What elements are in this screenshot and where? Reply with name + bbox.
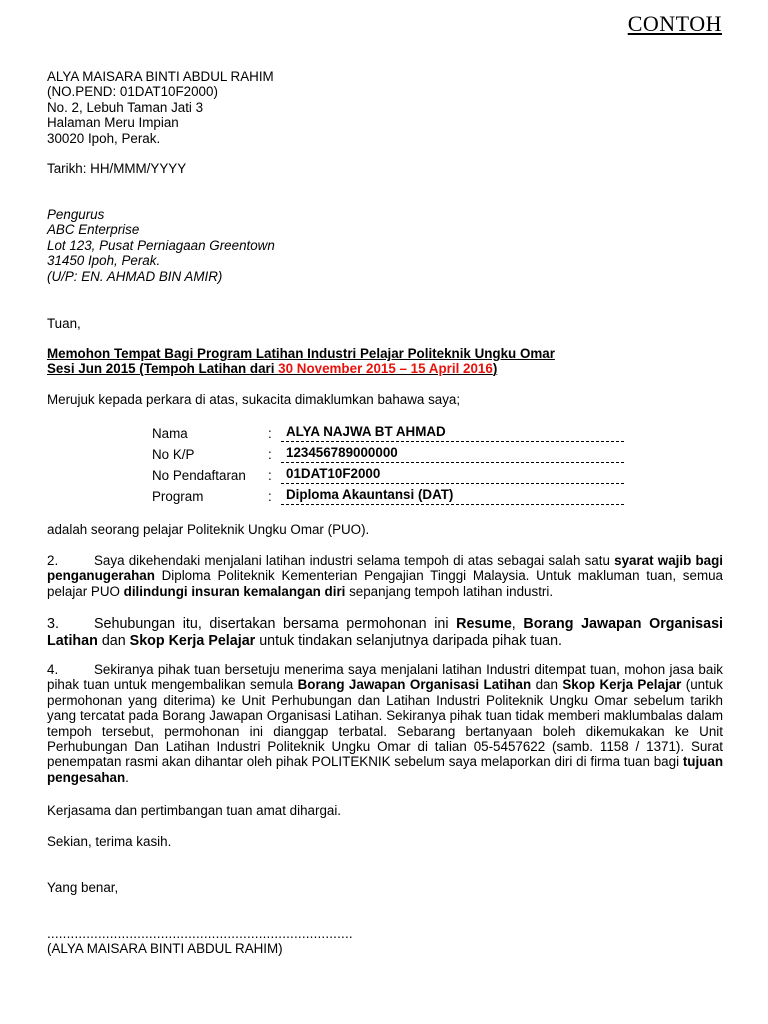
contoh-heading: CONTOH (627, 11, 722, 36)
sender-line: (NO.PEND: 01DAT10F2000) (47, 84, 218, 100)
paragraph-bold: Borang Jawapan Organisasi Latihan (297, 677, 532, 693)
recipient-address (47, 207, 723, 284)
recipient-line: Pengurus (47, 207, 105, 222)
letter-date: Tarikh: HH/MMM/YYYY (47, 161, 187, 176)
detail-value-pendaftaran: 01DAT10F2000 (281, 466, 624, 484)
paragraph-number: 3. (47, 616, 59, 632)
detail-colon: : (268, 489, 272, 504)
paragraph-bold: syarat wajib bagi penganugerahan (47, 553, 723, 584)
detail-row-program (152, 487, 624, 508)
paragraph-bold: Skop Kerja Pelajar (562, 677, 682, 693)
detail-colon: : (268, 468, 272, 483)
paragraph-text: Sehubungan itu, disertakan bersama permohonan ini (94, 616, 457, 632)
closing-text: Sekian, terima kasih. (47, 834, 172, 849)
paragraph-3 (47, 616, 723, 650)
detail-label: No K/P (152, 447, 195, 462)
paragraph-text: Saya dikehendaki menjalani latihan industri selama tempoh di atas sebagai salah satu (94, 553, 615, 568)
detail-value-program: Diploma Akauntansi (DAT) (281, 487, 624, 505)
recipient-line: (U/P: EN. AHMAD BIN AMIR) (47, 268, 223, 284)
paragraph-text: , (511, 616, 524, 632)
subject-line-2 (47, 361, 723, 376)
paragraph-4 (47, 662, 723, 785)
detail-label: Program (152, 489, 204, 504)
paragraph-text: sepanjang tempoh latihan industri. (345, 583, 554, 599)
paragraph-text: dan (97, 633, 130, 649)
recipient-line: ABC Enterprise (47, 222, 140, 238)
detail-colon: : (268, 426, 272, 441)
subject-line-1: Memohon Tempat Bagi Program Latihan Industri Pelajar Politeknik Ungku Omar (47, 346, 555, 361)
paragraph-text: . (125, 769, 129, 785)
sender-address (47, 69, 723, 146)
detail-colon: : (268, 447, 272, 462)
detail-row-nama (152, 424, 624, 445)
sender-line: No. 2, Lebuh Taman Jati 3 (47, 99, 204, 115)
sender-line: 30020 Ipoh, Perak. (47, 130, 161, 146)
paragraph-bold: tujuan pengesahan (47, 754, 723, 785)
paragraph-text: (untuk permohonan yang diterima) ke Unit Perhubungan dan Latihan Industri Politeknik Ungku Omar sebelum tarikh yang tercatat pada Borang Jawapan Organisasi Latihan. Sekiranya pihak tuan tidak memberi maklumbalas dalam tempoh tersebut, permohonan ini dianggap terbatal. Sebarang bertanyaan boleh dikemukakan ke Unit Perhubungan Dan Latihan Industri Politeknik Ungku Omar di talian 05-5457622 (samb. 1158 / 1371). Surat penempatan rasmi akan dihantar oleh pihak POLITEKNIK sebelum saya melaporkan diri di firma tuan bagi (47, 677, 723, 770)
yang-benar-text: Yang benar, (47, 880, 119, 895)
detail-label: Nama (152, 426, 188, 441)
paragraph-bold: Skop Kerja Pelajar (129, 633, 256, 649)
student-details (152, 424, 624, 508)
paragraph-text: Diploma Politeknik Kementerian Pengajian Tinggi Malaysia. Untuk makluman tuan, semua pelajar PUO (47, 568, 723, 599)
detail-row-kp (152, 445, 624, 466)
subject-session: Sesi Jun 2015 (Tempoh Latihan dari (47, 361, 279, 377)
paragraph-text: Sekiranya pihak tuan bersetuju menerima saya menjalani latihan Industri ditempat tuan, mohon jasa baik pihak tuan untuk mengembalikan semula (47, 662, 723, 693)
detail-label: No Pendaftaran (152, 468, 246, 483)
paragraph-bold: dilindungi insuran kemalangan diri (123, 583, 346, 599)
subject-close-paren: ) (492, 361, 498, 377)
sender-line: ALYA MAISARA BINTI ABDUL RAHIM (47, 69, 274, 84)
paragraph-2 (47, 553, 723, 599)
paragraph-bold: Resume (456, 616, 512, 632)
recipient-line: Lot 123, Pusat Perniagaan Greentown (47, 237, 275, 253)
paragraph-text: untuk tindakan selanjutnya daripada pihak tuan. (255, 633, 563, 649)
puo-statement: adalah seorang pelajar Politeknik Ungku Omar (PUO). (47, 522, 370, 537)
intro-text: Merujuk kepada perkara di atas, sukacita dimaklumkan bahawa saya; (47, 392, 461, 407)
subject-dates: 30 November 2015 – 15 April 2016 (278, 361, 493, 377)
detail-value-kp: 123456789000000 (281, 445, 624, 463)
subject-heading (47, 346, 723, 377)
paragraph-number: 2. (47, 553, 59, 568)
paragraph-bold: Borang Jawapan Organisasi Latihan (47, 616, 723, 649)
detail-value-nama: ALYA NAJWA BT AHMAD (281, 424, 624, 442)
detail-row-pendaftaran (152, 466, 624, 487)
thanks-text: Kerjasama dan pertimbangan tuan amat dihargai. (47, 803, 342, 818)
salutation: Tuan, (47, 316, 81, 331)
signatory-name: (ALYA MAISARA BINTI ABDUL RAHIM) (47, 941, 283, 956)
sender-line: Halaman Meru Impian (47, 115, 179, 131)
paragraph-number: 4. (47, 662, 59, 677)
paragraph-text: dan (531, 677, 563, 693)
signature-line: .............................................................................. (47, 926, 353, 941)
recipient-line: 31450 Ipoh, Perak. (47, 253, 161, 269)
